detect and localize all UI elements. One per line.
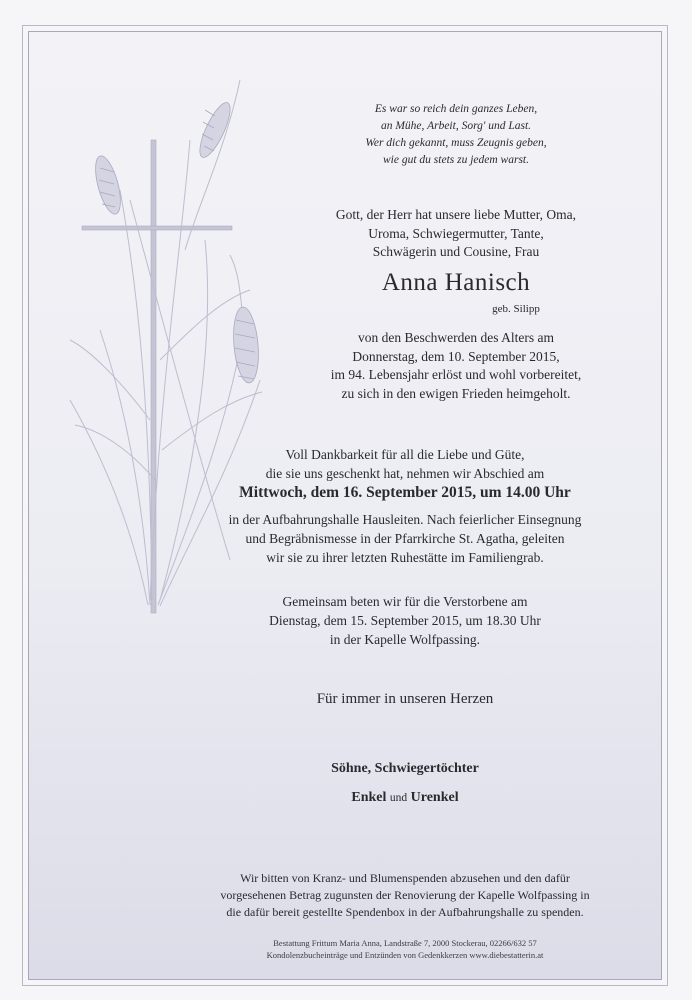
funeral-details	[175, 510, 635, 567]
footer-line: Kondolenzbucheinträge und Entzünden von Gedenkkerzen www.diebestatterin.at	[266, 950, 544, 960]
poem-line: Es war so reich dein ganzes Leben,	[374, 103, 538, 115]
funeral-line: wir sie zu ihrer letzten Ruhestätte im Familiengrab.	[266, 550, 544, 565]
intro-line: Gott, der Herr hat unsere liebe Mutter, Oma,	[335, 207, 577, 222]
funeral-date: Mittwoch, dem 16. September 2015, um 14.00 Uhr	[239, 484, 571, 501]
prayer-notice	[175, 592, 635, 649]
funeral-line: und Begräbnismesse in der Pfarrkirche St. Agatha, geleiten	[245, 531, 565, 546]
undertaker-footer	[150, 937, 660, 961]
hearts-line: Für immer in unseren Herzen	[316, 691, 494, 707]
prayer-line: Dienstag, dem 15. September 2015, um 18.30 Uhr	[269, 613, 541, 628]
family-great-grandchildren: Urenkel	[410, 790, 459, 805]
birth-name: geb. Silipp	[492, 303, 540, 315]
death-line: von den Beschwerden des Alters am	[357, 330, 555, 345]
thanks-line: die sie uns geschenkt hat, nehmen wir Abschied am	[265, 466, 545, 481]
thanks-text	[175, 445, 635, 483]
poem-line: wie gut du stets zu jedem warst.	[383, 154, 529, 166]
poem-line: an Mühe, Arbeit, Sorg' und Last.	[380, 120, 532, 132]
footer-line: Bestattung Frittum Maria Anna, Landstraße 7, 2000 Stockerau, 02266/632 57	[273, 938, 537, 948]
death-line: zu sich in den ewigen Frieden heimgeholt.	[341, 385, 571, 401]
funeral-line: in der Aufbahrungshalle Hausleiten. Nach feierlicher Einsegnung	[228, 512, 582, 527]
note-line: die dafür bereit gestellte Spendenbox in der Aufbahrungshalle zu spenden.	[226, 905, 584, 919]
intro-text	[276, 206, 636, 262]
wheat-ear-icon	[91, 99, 262, 384]
family-grandchildren: Enkel	[351, 790, 387, 805]
death-line: im 94. Lebensjahr erlöst und wohl vorbereitet,	[330, 367, 582, 383]
deceased-name: Anna Hanisch	[381, 269, 531, 296]
family-and: und	[389, 792, 408, 804]
intro-line: Schwägerin und Cousine, Frau	[372, 244, 540, 260]
note-line: vorgesehenen Betrag zugunsten der Renovierung der Kapelle Wolfpassing in	[220, 888, 590, 902]
thanks-line: Voll Dankbarkeit für all die Liebe und Güte,	[285, 447, 525, 462]
death-line: Donnerstag, dem 10. September 2015,	[352, 348, 560, 364]
intro-line: Uroma, Schwiegermutter, Tante,	[368, 225, 544, 241]
note-line: Wir bitten von Kranz- und Blumenspenden abzusehen und den dafür	[240, 871, 570, 885]
prayer-line: in der Kapelle Wolfpassing.	[329, 632, 481, 647]
family-line-2	[175, 790, 635, 806]
donation-note	[150, 870, 660, 921]
family-line-1: Söhne, Schwiegertöchter	[331, 761, 479, 776]
prayer-line: Gemeinsam beten wir für die Verstorbene am	[282, 594, 528, 609]
poem-line: Wer dich gekannt, muss Zeugnis geben,	[365, 137, 547, 149]
death-notice	[276, 329, 636, 403]
poem	[276, 101, 636, 169]
